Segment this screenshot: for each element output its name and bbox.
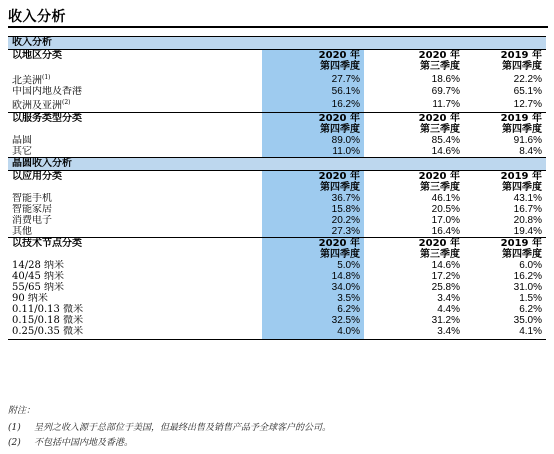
- row-label-text: 90 纳米: [12, 292, 48, 304]
- row-label-text: 北美洲: [12, 75, 42, 87]
- revenue-analysis-table: [8, 36, 546, 340]
- value-2020-q3: 18.6%: [431, 73, 460, 85]
- table-row: [8, 226, 546, 238]
- column-header-2019-q4: [464, 237, 546, 260]
- value-2020-q3: 17.2%: [431, 270, 460, 282]
- section-title: 晶圆收入分析: [8, 157, 546, 170]
- value-2020-q3: 20.5%: [431, 203, 460, 215]
- value-2020-q3: 11.7%: [432, 98, 460, 110]
- column-header-quarter: 第三季度: [420, 123, 460, 135]
- column-header-year: 2020 年: [418, 237, 460, 249]
- column-header-2019-q4: [464, 112, 546, 135]
- table-row: [8, 304, 546, 315]
- column-header-quarter: 第三季度: [420, 181, 460, 193]
- value-2020-q4: 4.0%: [262, 326, 364, 337]
- row-label: [8, 204, 262, 215]
- value-2020-q3: 69.7%: [431, 86, 460, 98]
- value-2020-q4: 36.7%: [262, 193, 364, 204]
- value-2020-q4: 56.1%: [262, 86, 364, 97]
- row-label-text: 晶圆: [12, 134, 32, 146]
- table-row: [8, 215, 546, 226]
- column-header-2020-q4: [262, 112, 364, 135]
- table-row: [8, 326, 546, 337]
- value-2020-q4: 5.0%: [262, 260, 364, 271]
- table-row: [8, 293, 546, 304]
- row-label-text: 14/28 纳米: [12, 259, 64, 271]
- row-label: [8, 260, 262, 271]
- section-wafer-revenue: [8, 157, 546, 170]
- footnote-ref: (1): [42, 74, 51, 81]
- table-row: [8, 72, 546, 86]
- row-label: [8, 193, 262, 204]
- table-row: [8, 260, 546, 271]
- title-divider: [8, 26, 548, 28]
- footnote-mark: (1): [8, 423, 21, 433]
- value-2020-q4: 89.0%: [262, 135, 364, 146]
- row-label: [8, 304, 262, 315]
- value-2020-q4: 32.5%: [262, 315, 364, 326]
- column-header-2019-q4: [464, 170, 546, 193]
- value-2019-q4: 6.0%: [519, 259, 542, 271]
- value-2020-q3: 31.2%: [431, 314, 460, 326]
- row-label: [8, 215, 262, 226]
- value-2020-q4: 20.2%: [262, 215, 364, 226]
- footnotes-heading: 附注：: [8, 406, 36, 416]
- rule-cell: [8, 337, 262, 340]
- table-bottom-rule: [8, 337, 546, 340]
- row-label-text: 0.25/0.35 微米: [12, 325, 84, 337]
- row-label: [8, 226, 262, 238]
- section-revenue-analysis: [8, 37, 546, 50]
- value-2020-q4: 15.8%: [262, 204, 364, 215]
- column-header-year: 2019 年: [500, 237, 542, 249]
- row-label-text: 0.11/0.13 微米: [12, 303, 84, 315]
- value-2019-q4: 16.2%: [513, 270, 542, 282]
- value-2020-q3: 25.8%: [431, 281, 460, 293]
- value-2020-q3: 46.1%: [431, 192, 460, 204]
- value-2019-q4: 16.7%: [513, 203, 542, 215]
- rule-cell: [364, 337, 464, 340]
- column-header-2020-q3: [364, 112, 464, 135]
- row-label: [8, 86, 262, 97]
- value-2019-q4: 1.5%: [519, 292, 542, 304]
- value-2020-q4: 6.2%: [262, 304, 364, 315]
- value-2020-q3: 3.4%: [437, 325, 460, 337]
- footnote-ref: (2): [62, 99, 71, 107]
- value-2020-q4: 11.0%: [262, 146, 364, 158]
- value-2020-q3: 3.4%: [437, 292, 460, 304]
- value-2020-q4: 3.5%: [262, 293, 364, 304]
- column-header-quarter: 第四季度: [502, 181, 542, 193]
- column-header-quarter: 第四季度: [320, 181, 360, 193]
- value-2020-q3: 16.4%: [431, 225, 460, 237]
- column-header-quarter: 第四季度: [320, 248, 360, 260]
- column-header-quarter: 第四季度: [320, 61, 360, 72]
- table-row: [8, 193, 546, 204]
- column-header-2020-q3: [364, 237, 464, 260]
- table-row: [8, 86, 546, 97]
- rule-cell: [464, 337, 546, 340]
- row-label-text: 55/65 纳米: [12, 281, 64, 293]
- value-2019-q4: 65.1%: [513, 86, 542, 98]
- group-header-node: [8, 237, 546, 260]
- column-header-quarter: 第四季度: [502, 61, 542, 72]
- footnote-mark: (2): [8, 438, 21, 448]
- column-header-year: 2020 年: [318, 112, 360, 124]
- row-label: [8, 97, 262, 112]
- row-label: [8, 315, 262, 326]
- footnote-text: 呈列之收入源于总部位于美国，但最终出售及销售产品予全球客户的公司。: [34, 423, 332, 433]
- value-2020-q3: 85.4%: [431, 134, 460, 146]
- column-header-year: 2020 年: [418, 50, 460, 61]
- row-label: [8, 72, 262, 86]
- group-header-region: [8, 50, 546, 73]
- column-header-2020-q4: [262, 50, 364, 73]
- value-2019-q4: 4.1%: [519, 325, 542, 337]
- rule-cell: [262, 337, 364, 340]
- table-row: [8, 97, 546, 112]
- row-label-text: 40/45 纳米: [12, 270, 64, 282]
- group-title: 以服务类型分类: [8, 112, 262, 135]
- table-row: [8, 204, 546, 215]
- table-row: [8, 146, 546, 158]
- value-2020-q4: 27.7%: [262, 72, 364, 86]
- value-2019-q4: 20.8%: [513, 214, 542, 226]
- column-header-year: 2019 年: [500, 170, 542, 182]
- value-2020-q4: 34.0%: [262, 282, 364, 293]
- column-header-quarter: 第四季度: [502, 248, 542, 260]
- row-label-text: 0.15/0.18 微米: [12, 314, 84, 326]
- column-header-quarter: 第三季度: [420, 248, 460, 260]
- row-label-text: 智能家居: [12, 203, 52, 215]
- table-row: [8, 271, 546, 282]
- value-2020-q3: 14.6%: [431, 145, 460, 157]
- column-header-year: 2020 年: [318, 170, 360, 182]
- column-header-year: 2020 年: [418, 112, 460, 124]
- row-label: [8, 271, 262, 282]
- value-2019-q4: 35.0%: [513, 314, 542, 326]
- value-2019-q4: 8.4%: [519, 145, 542, 157]
- column-header-year: 2019 年: [500, 112, 542, 124]
- value-2020-q3: 14.6%: [431, 259, 460, 271]
- value-2019-q4: 43.1%: [513, 192, 542, 204]
- value-2019-q4: 19.4%: [513, 225, 542, 237]
- column-header-year: 2020 年: [318, 50, 360, 61]
- row-label: [8, 326, 262, 337]
- footnotes: [8, 406, 548, 453]
- column-header-year: 2020 年: [318, 237, 360, 249]
- row-label-text: 中国内地及香港: [12, 86, 82, 98]
- table-row: [8, 315, 546, 326]
- column-header-2020-q4: [262, 237, 364, 260]
- section-title: 收入分析: [8, 37, 546, 50]
- column-header-year: 2020 年: [418, 170, 460, 182]
- column-header-2020-q3: [364, 50, 464, 73]
- group-title: 以地区分类: [8, 50, 262, 73]
- value-2020-q3: 17.0%: [431, 214, 460, 226]
- group-title: 以应用分类: [8, 170, 262, 193]
- footnote-1: [8, 423, 548, 434]
- row-label: [8, 282, 262, 293]
- column-header-2020-q3: [364, 170, 464, 193]
- column-header-year: 2019 年: [500, 50, 542, 61]
- value-2020-q4: 16.2%: [262, 97, 364, 112]
- value-2020-q4: 27.3%: [262, 226, 364, 238]
- table-row: [8, 135, 546, 146]
- column-header-quarter: 第三季度: [420, 61, 460, 72]
- table-row: [8, 282, 546, 293]
- row-label: [8, 135, 262, 146]
- value-2019-q4: 12.7%: [513, 98, 542, 110]
- row-label-text: 欧洲及亚洲: [12, 100, 62, 112]
- group-title: 以技术节点分类: [8, 237, 262, 260]
- row-label-text: 消费电子: [12, 214, 52, 226]
- column-header-2020-q4: [262, 170, 364, 193]
- value-2020-q4: 14.8%: [262, 271, 364, 282]
- column-header-quarter: 第四季度: [320, 123, 360, 135]
- row-label-text: 其他: [12, 225, 32, 237]
- row-label-text: 智能手机: [12, 192, 52, 204]
- page-title: 收入分析: [8, 9, 66, 25]
- column-header-quarter: 第四季度: [502, 123, 542, 135]
- group-header-service: [8, 112, 546, 135]
- value-2019-q4: 22.2%: [513, 73, 542, 85]
- footnote-text: 不包括中国内地及香港。: [34, 438, 134, 448]
- row-label-text: 其它: [12, 145, 32, 157]
- footnote-2: [8, 438, 548, 449]
- row-label: [8, 293, 262, 304]
- value-2019-q4: 91.6%: [513, 134, 542, 146]
- value-2020-q3: 4.4%: [437, 303, 460, 315]
- value-2019-q4: 31.0%: [513, 281, 542, 293]
- group-header-application: [8, 170, 546, 193]
- row-label: [8, 146, 262, 158]
- value-2019-q4: 6.2%: [519, 303, 542, 315]
- column-header-2019-q4: [464, 50, 546, 73]
